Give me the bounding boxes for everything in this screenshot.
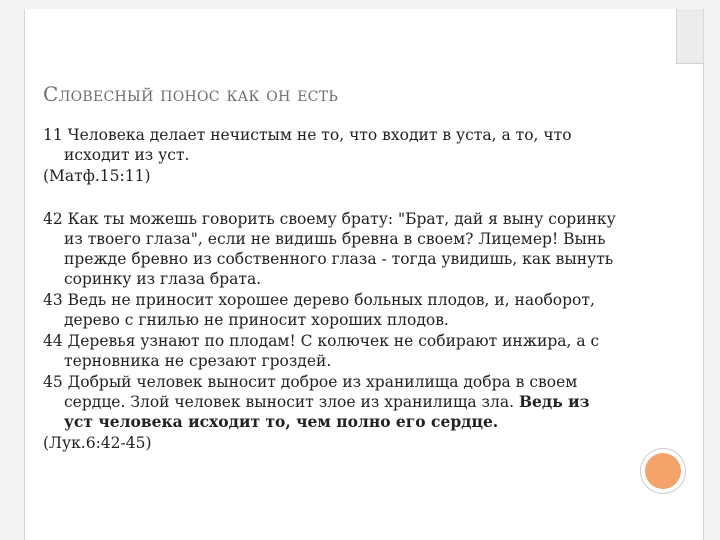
verse-44: 44 Деревья узнают по плодам! С колючек не собирают инжира, а с терновника не срезают гроздей. — [43, 332, 600, 370]
verse-11: 11 Человека делает нечистым не то, что входит в уста, а то, что исходит из уст. — [43, 126, 572, 164]
reference-luke: (Лук.6:42-45) — [43, 434, 152, 452]
accent-circle — [640, 448, 686, 494]
verse-45-text: 45 Добрый человек выносит доброе из хранилища добра в своем сердце. Злой человек выносит злое из хранилища зла. — [43, 373, 578, 411]
slide-content — [43, 125, 623, 454]
verse-42: 42 Как ты можешь говорить своему брату: "Брат, дай я выну соринку из твоего глаза", если не видишь бревна в своем? Лицемер! Вынь прежде бревно из собственного глаза - тогда увидишь, как вынуть соринку из глаза брата. — [43, 210, 616, 288]
verse-43: 43 Ведь не приносит хорошее дерево больных плодов, и, наоборот, дерево с гнилью не приносит хороших плодов. — [43, 291, 595, 329]
corner-decoration — [676, 9, 703, 64]
reference-matthew: (Матф.15:11) — [43, 167, 151, 185]
slide-title: Словесный понос как он есть — [43, 82, 339, 106]
verse-45-emphasis: Ведь из уст человека исходит то, чем полно его сердце. — [64, 392, 590, 431]
verse-45 — [43, 372, 623, 432]
accent-circle-fill — [645, 453, 681, 489]
